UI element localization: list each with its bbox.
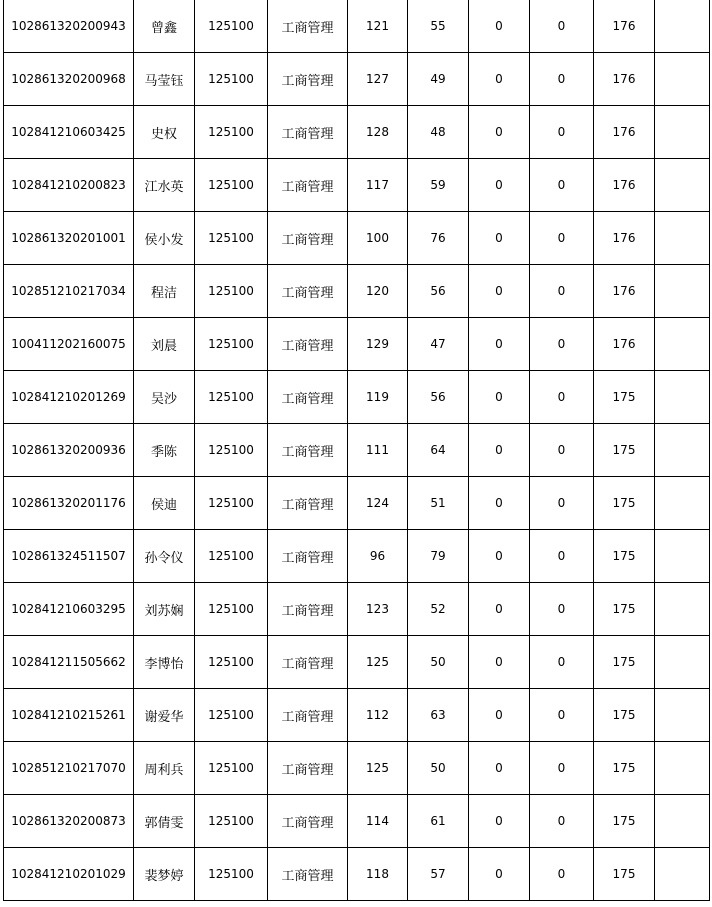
score4-cell: 0: [530, 583, 594, 636]
score2-cell: 49: [408, 53, 469, 106]
name-cell: 江水英: [134, 159, 195, 212]
name-cell: 裴梦婷: [134, 848, 195, 901]
total-cell: 175: [594, 583, 655, 636]
total-cell: 175: [594, 795, 655, 848]
major-name-cell: 工商管理: [268, 583, 348, 636]
major-code-cell: 125100: [195, 318, 268, 371]
candidate-id-cell: 102861320200936: [4, 424, 134, 477]
major-name-cell: 工商管理: [268, 265, 348, 318]
major-name-cell: 工商管理: [268, 848, 348, 901]
major-code-cell: 125100: [195, 742, 268, 795]
score4-cell: 0: [530, 795, 594, 848]
score1-cell: 125: [348, 636, 408, 689]
note-cell: [655, 848, 710, 901]
note-cell: [655, 0, 710, 53]
name-cell: 刘苏娴: [134, 583, 195, 636]
candidate-id-cell: 102841210603295: [4, 583, 134, 636]
score1-cell: 124: [348, 477, 408, 530]
major-name-cell: 工商管理: [268, 689, 348, 742]
score3-cell: 0: [469, 0, 530, 53]
name-cell: 刘晨: [134, 318, 195, 371]
major-code-cell: 125100: [195, 212, 268, 265]
major-code-cell: 125100: [195, 0, 268, 53]
score1-cell: 123: [348, 583, 408, 636]
major-code-cell: 125100: [195, 530, 268, 583]
score4-cell: 0: [530, 159, 594, 212]
total-cell: 175: [594, 636, 655, 689]
score2-cell: 57: [408, 848, 469, 901]
score2-cell: 76: [408, 212, 469, 265]
major-name-cell: 工商管理: [268, 530, 348, 583]
table-row: [4, 318, 710, 371]
major-code-cell: 125100: [195, 106, 268, 159]
total-cell: 175: [594, 371, 655, 424]
score4-cell: 0: [530, 636, 594, 689]
table-row: [4, 53, 710, 106]
name-cell: 季陈: [134, 424, 195, 477]
score4-cell: 0: [530, 53, 594, 106]
table-row: [4, 848, 710, 901]
note-cell: [655, 212, 710, 265]
score2-cell: 50: [408, 636, 469, 689]
score1-cell: 129: [348, 318, 408, 371]
score3-cell: 0: [469, 318, 530, 371]
name-cell: 吴沙: [134, 371, 195, 424]
score3-cell: 0: [469, 371, 530, 424]
score-table: [3, 0, 710, 901]
major-code-cell: 125100: [195, 424, 268, 477]
table-row: [4, 477, 710, 530]
score3-cell: 0: [469, 106, 530, 159]
total-cell: 175: [594, 848, 655, 901]
note-cell: [655, 795, 710, 848]
major-code-cell: 125100: [195, 477, 268, 530]
table-row: [4, 583, 710, 636]
major-code-cell: 125100: [195, 265, 268, 318]
score1-cell: 111: [348, 424, 408, 477]
major-name-cell: 工商管理: [268, 106, 348, 159]
major-name-cell: 工商管理: [268, 318, 348, 371]
score2-cell: 61: [408, 795, 469, 848]
score2-cell: 55: [408, 0, 469, 53]
total-cell: 176: [594, 212, 655, 265]
note-cell: [655, 689, 710, 742]
total-cell: 176: [594, 159, 655, 212]
note-cell: [655, 424, 710, 477]
score4-cell: 0: [530, 318, 594, 371]
candidate-id-cell: 102841210215261: [4, 689, 134, 742]
table-row: [4, 742, 710, 795]
major-name-cell: 工商管理: [268, 212, 348, 265]
score1-cell: 125: [348, 742, 408, 795]
score2-cell: 79: [408, 530, 469, 583]
score3-cell: 0: [469, 477, 530, 530]
name-cell: 侯小发: [134, 212, 195, 265]
score3-cell: 0: [469, 530, 530, 583]
note-cell: [655, 53, 710, 106]
major-name-cell: 工商管理: [268, 424, 348, 477]
major-name-cell: 工商管理: [268, 636, 348, 689]
table-row: [4, 265, 710, 318]
candidate-id-cell: 102841211505662: [4, 636, 134, 689]
total-cell: 176: [594, 0, 655, 53]
score2-cell: 63: [408, 689, 469, 742]
note-cell: [655, 742, 710, 795]
score1-cell: 100: [348, 212, 408, 265]
candidate-id-cell: 102841210200823: [4, 159, 134, 212]
score4-cell: 0: [530, 0, 594, 53]
table-row: [4, 424, 710, 477]
name-cell: 郭倩雯: [134, 795, 195, 848]
major-code-cell: 125100: [195, 159, 268, 212]
name-cell: 曾鑫: [134, 0, 195, 53]
note-cell: [655, 583, 710, 636]
total-cell: 176: [594, 318, 655, 371]
major-name-cell: 工商管理: [268, 53, 348, 106]
candidate-id-cell: 102861324511507: [4, 530, 134, 583]
score4-cell: 0: [530, 265, 594, 318]
score2-cell: 59: [408, 159, 469, 212]
table-row: [4, 795, 710, 848]
major-code-cell: 125100: [195, 689, 268, 742]
score2-cell: 56: [408, 265, 469, 318]
score3-cell: 0: [469, 583, 530, 636]
candidate-id-cell: 102841210201269: [4, 371, 134, 424]
score4-cell: 0: [530, 106, 594, 159]
major-name-cell: 工商管理: [268, 0, 348, 53]
score1-cell: 117: [348, 159, 408, 212]
candidate-id-cell: 102861320200943: [4, 0, 134, 53]
name-cell: 马莹钰: [134, 53, 195, 106]
major-name-cell: 工商管理: [268, 371, 348, 424]
candidate-id-cell: 102841210603425: [4, 106, 134, 159]
score4-cell: 0: [530, 689, 594, 742]
score2-cell: 64: [408, 424, 469, 477]
score-table-body: [4, 0, 710, 901]
name-cell: 程洁: [134, 265, 195, 318]
score2-cell: 48: [408, 106, 469, 159]
score4-cell: 0: [530, 424, 594, 477]
score1-cell: 127: [348, 53, 408, 106]
score2-cell: 56: [408, 371, 469, 424]
major-code-cell: 125100: [195, 371, 268, 424]
major-name-cell: 工商管理: [268, 742, 348, 795]
score1-cell: 114: [348, 795, 408, 848]
name-cell: 孙令仪: [134, 530, 195, 583]
table-row: [4, 530, 710, 583]
score1-cell: 121: [348, 0, 408, 53]
score2-cell: 47: [408, 318, 469, 371]
candidate-id-cell: 102861320200873: [4, 795, 134, 848]
score3-cell: 0: [469, 795, 530, 848]
name-cell: 史权: [134, 106, 195, 159]
candidate-id-cell: 102841210201029: [4, 848, 134, 901]
score2-cell: 50: [408, 742, 469, 795]
score1-cell: 96: [348, 530, 408, 583]
table-row: [4, 0, 710, 53]
total-cell: 175: [594, 689, 655, 742]
score3-cell: 0: [469, 848, 530, 901]
note-cell: [655, 318, 710, 371]
note-cell: [655, 106, 710, 159]
note-cell: [655, 530, 710, 583]
name-cell: 侯迪: [134, 477, 195, 530]
major-code-cell: 125100: [195, 848, 268, 901]
note-cell: [655, 636, 710, 689]
score1-cell: 120: [348, 265, 408, 318]
name-cell: 谢爱华: [134, 689, 195, 742]
score1-cell: 112: [348, 689, 408, 742]
score4-cell: 0: [530, 371, 594, 424]
score4-cell: 0: [530, 212, 594, 265]
major-code-cell: 125100: [195, 636, 268, 689]
candidate-id-cell: 102861320201176: [4, 477, 134, 530]
score4-cell: 0: [530, 848, 594, 901]
candidate-id-cell: 100411202160075: [4, 318, 134, 371]
note-cell: [655, 159, 710, 212]
score1-cell: 118: [348, 848, 408, 901]
table-row: [4, 159, 710, 212]
score3-cell: 0: [469, 159, 530, 212]
candidate-id-cell: 102861320201001: [4, 212, 134, 265]
score3-cell: 0: [469, 53, 530, 106]
score3-cell: 0: [469, 424, 530, 477]
total-cell: 176: [594, 53, 655, 106]
score1-cell: 128: [348, 106, 408, 159]
score3-cell: 0: [469, 689, 530, 742]
score3-cell: 0: [469, 742, 530, 795]
major-code-cell: 125100: [195, 795, 268, 848]
note-cell: [655, 371, 710, 424]
score3-cell: 0: [469, 265, 530, 318]
name-cell: 周利兵: [134, 742, 195, 795]
total-cell: 175: [594, 530, 655, 583]
table-row: [4, 371, 710, 424]
table-row: [4, 689, 710, 742]
table-row: [4, 212, 710, 265]
total-cell: 176: [594, 106, 655, 159]
major-name-cell: 工商管理: [268, 159, 348, 212]
total-cell: 176: [594, 265, 655, 318]
score2-cell: 52: [408, 583, 469, 636]
major-code-cell: 125100: [195, 583, 268, 636]
candidate-id-cell: 102851210217070: [4, 742, 134, 795]
total-cell: 175: [594, 424, 655, 477]
score2-cell: 51: [408, 477, 469, 530]
score3-cell: 0: [469, 212, 530, 265]
major-name-cell: 工商管理: [268, 795, 348, 848]
score4-cell: 0: [530, 477, 594, 530]
candidate-id-cell: 102851210217034: [4, 265, 134, 318]
note-cell: [655, 477, 710, 530]
table-row: [4, 636, 710, 689]
total-cell: 175: [594, 742, 655, 795]
score3-cell: 0: [469, 636, 530, 689]
score1-cell: 119: [348, 371, 408, 424]
note-cell: [655, 265, 710, 318]
total-cell: 175: [594, 477, 655, 530]
major-code-cell: 125100: [195, 53, 268, 106]
score4-cell: 0: [530, 742, 594, 795]
candidate-id-cell: 102861320200968: [4, 53, 134, 106]
score4-cell: 0: [530, 530, 594, 583]
major-name-cell: 工商管理: [268, 477, 348, 530]
table-row: [4, 106, 710, 159]
name-cell: 李博怡: [134, 636, 195, 689]
